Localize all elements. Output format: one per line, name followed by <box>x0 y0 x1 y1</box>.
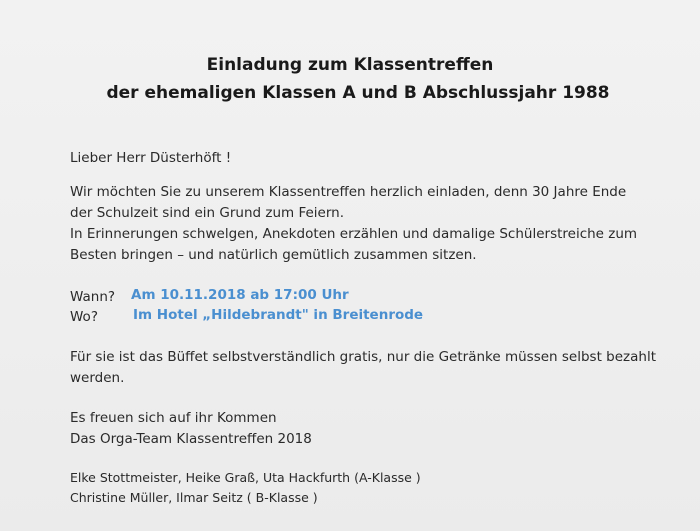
when-label: Wann? <box>70 289 116 305</box>
where-label: Wo? <box>70 309 98 325</box>
title-line-1: Einladung zum Klassentreffen <box>206 55 494 75</box>
body-line-1: Wir möchten Sie zu unserem Klassentreffen herzlich einladen, denn 30 Jahre Ende <box>70 184 627 200</box>
body-line-4: Besten bringen – und natürlich gemütlich zusammen sitzen. <box>70 247 477 263</box>
where-value: Im Hotel „Hildebrandt" in Breitenrode <box>133 307 424 323</box>
signature-line-2: Christine Müller, Ilmar Seitz ( B-Klasse ) <box>70 490 318 505</box>
buffet-line-2: werden. <box>70 370 125 386</box>
buffet-line-1: Für sie ist das Büffet selbstverständlich gratis, nur die Getränke müssen selbst bezahlt <box>70 349 657 365</box>
signature-line-1: Elke Stottmeister, Heike Graß, Uta Hackfurth (A-Klasse ) <box>70 470 421 485</box>
when-value: Am 10.11.2018 ab 17:00 Uhr <box>131 287 349 303</box>
body-line-3: In Erinnerungen schwelgen, Anekdoten erzählen und damalige Schülerstreiche zum <box>70 226 638 242</box>
closing-line-2: Das Orga-Team Klassentreffen 2018 <box>70 431 312 447</box>
closing-line-1: Es freuen sich auf ihr Kommen <box>70 410 277 426</box>
salutation: Lieber Herr Düsterhöft ! <box>70 150 232 166</box>
body-line-2: der Schulzeit sind ein Grund zum Feiern. <box>70 205 345 221</box>
title-line-2: der ehemaligen Klassen A und B Abschlussjahr 1988 <box>106 83 610 103</box>
